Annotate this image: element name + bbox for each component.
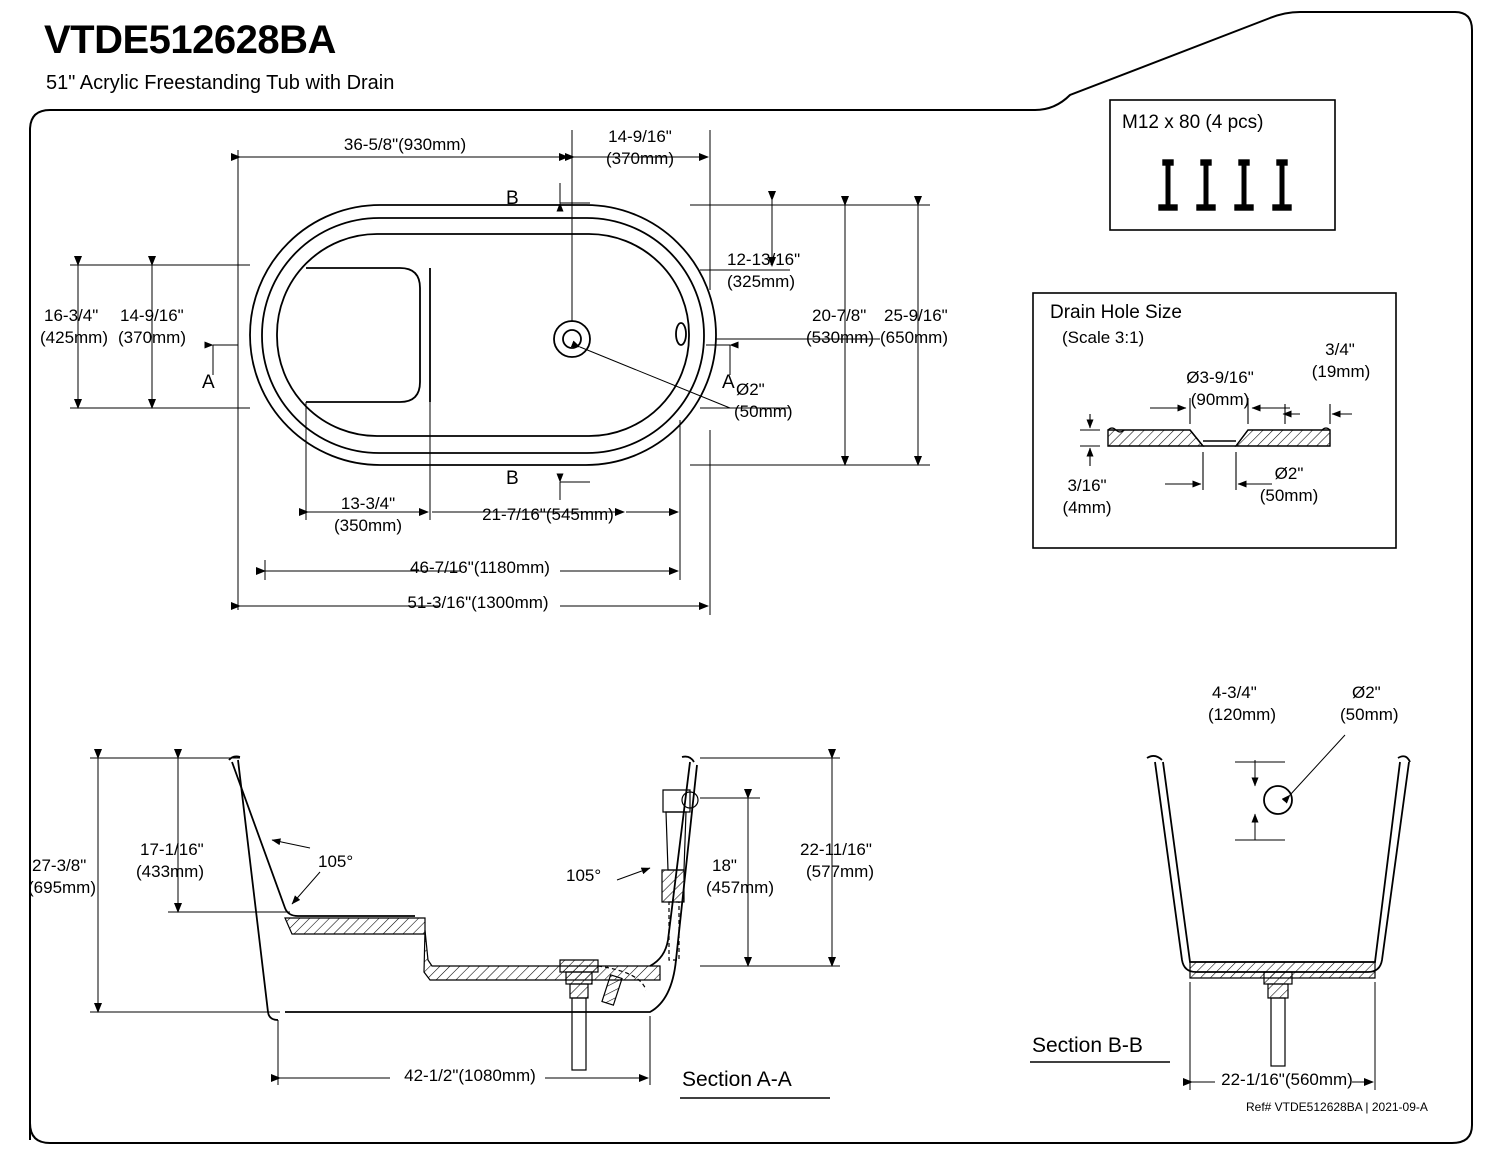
section-mark-a-right: A — [722, 372, 735, 393]
drain-edge: 3/4" — [1325, 340, 1355, 359]
dim-370-left: 14-9/16" — [120, 306, 184, 325]
dim-350-mm: (350mm) — [333, 516, 402, 535]
dim-457-mm: (457mm) — [706, 878, 775, 897]
page-title: VTDE512628BA — [44, 18, 336, 62]
dim-325: 12-13/16" — [727, 250, 801, 269]
section-mark-a-left: A — [202, 372, 215, 393]
page-subtitle: 51" Acrylic Freestanding Tub with Drain — [46, 72, 395, 94]
drain-hole-dia: Ø2" — [1274, 464, 1304, 483]
dim-457: 18" — [712, 856, 737, 875]
section-mark-b-bottom: B — [506, 468, 519, 489]
dim-433: 17-1/16" — [140, 840, 204, 859]
angle-left: 105° — [318, 852, 354, 871]
dim-433-mm: (433mm) — [136, 862, 205, 881]
dim-1180: 46-7/16"(1180mm) — [410, 558, 550, 577]
dim-325-mm: (325mm) — [727, 272, 796, 291]
dim-650-mm: (650mm) — [880, 328, 949, 347]
dim-577: 22-11/16" — [800, 840, 872, 859]
dim-120: 4-3/4" — [1212, 683, 1257, 702]
dim-drain-dia-top: Ø2" — [736, 380, 765, 399]
section-mark-b-top: B — [506, 188, 519, 209]
dim-930: 36-5/8"(930mm) — [343, 135, 467, 154]
dim-370-top: 14-9/16" — [608, 127, 672, 146]
dim-545: 21-7/16"(545mm) — [482, 505, 614, 524]
drain-outer-dia-mm: (90mm) — [1190, 390, 1250, 409]
hardware-box-title: M12 x 80 (4 pcs) — [1122, 112, 1264, 133]
drain-hole-dia-mm: (50mm) — [1259, 486, 1319, 505]
angle-right: 105° — [566, 866, 602, 885]
dim-695: 27-3/8" — [32, 856, 87, 875]
section-bb-title: Section B-B — [1032, 1034, 1143, 1057]
dim-370-top-mm: (370mm) — [605, 149, 674, 168]
dim-530-mm: (530mm) — [806, 328, 875, 347]
dim-drain-dia-bb: Ø2" — [1352, 683, 1381, 702]
dim-370-left-mm: (370mm) — [118, 328, 187, 347]
dim-425: 16-3/4" — [44, 306, 99, 325]
drain-hole-box-title: Drain Hole Size — [1050, 302, 1182, 323]
section-aa-title: Section A-A — [682, 1068, 792, 1091]
drain-thickness-mm: (4mm) — [1062, 498, 1112, 517]
dim-695-mm: (695mm) — [28, 878, 97, 897]
dim-drain-dia-bb-mm: (50mm) — [1340, 705, 1399, 724]
dim-577-mm: (577mm) — [806, 862, 875, 881]
dim-1080: 42-1/2"(1080mm) — [404, 1066, 536, 1085]
dim-560: 22-1/16"(560mm) — [1221, 1070, 1353, 1089]
dim-drain-dia-top-mm: (50mm) — [734, 402, 793, 421]
dim-530: 20-7/8" — [812, 306, 867, 325]
dim-1300: 51-3/16"(1300mm) — [407, 593, 549, 612]
dim-650: 25-9/16" — [884, 306, 948, 325]
dim-350: 13-3/4" — [340, 494, 396, 513]
drain-outer-dia: Ø3-9/16" — [1186, 368, 1254, 387]
drain-thickness: 3/16" — [1067, 476, 1107, 495]
footer-ref: Ref# VTDE512628BA | 2021-09-A — [1246, 1100, 1428, 1114]
drain-hole-scale: (Scale 3:1) — [1062, 328, 1145, 347]
dim-425-mm: (425mm) — [40, 328, 109, 347]
drain-edge-mm: (19mm) — [1311, 362, 1371, 381]
dim-120-mm: (120mm) — [1208, 705, 1277, 724]
